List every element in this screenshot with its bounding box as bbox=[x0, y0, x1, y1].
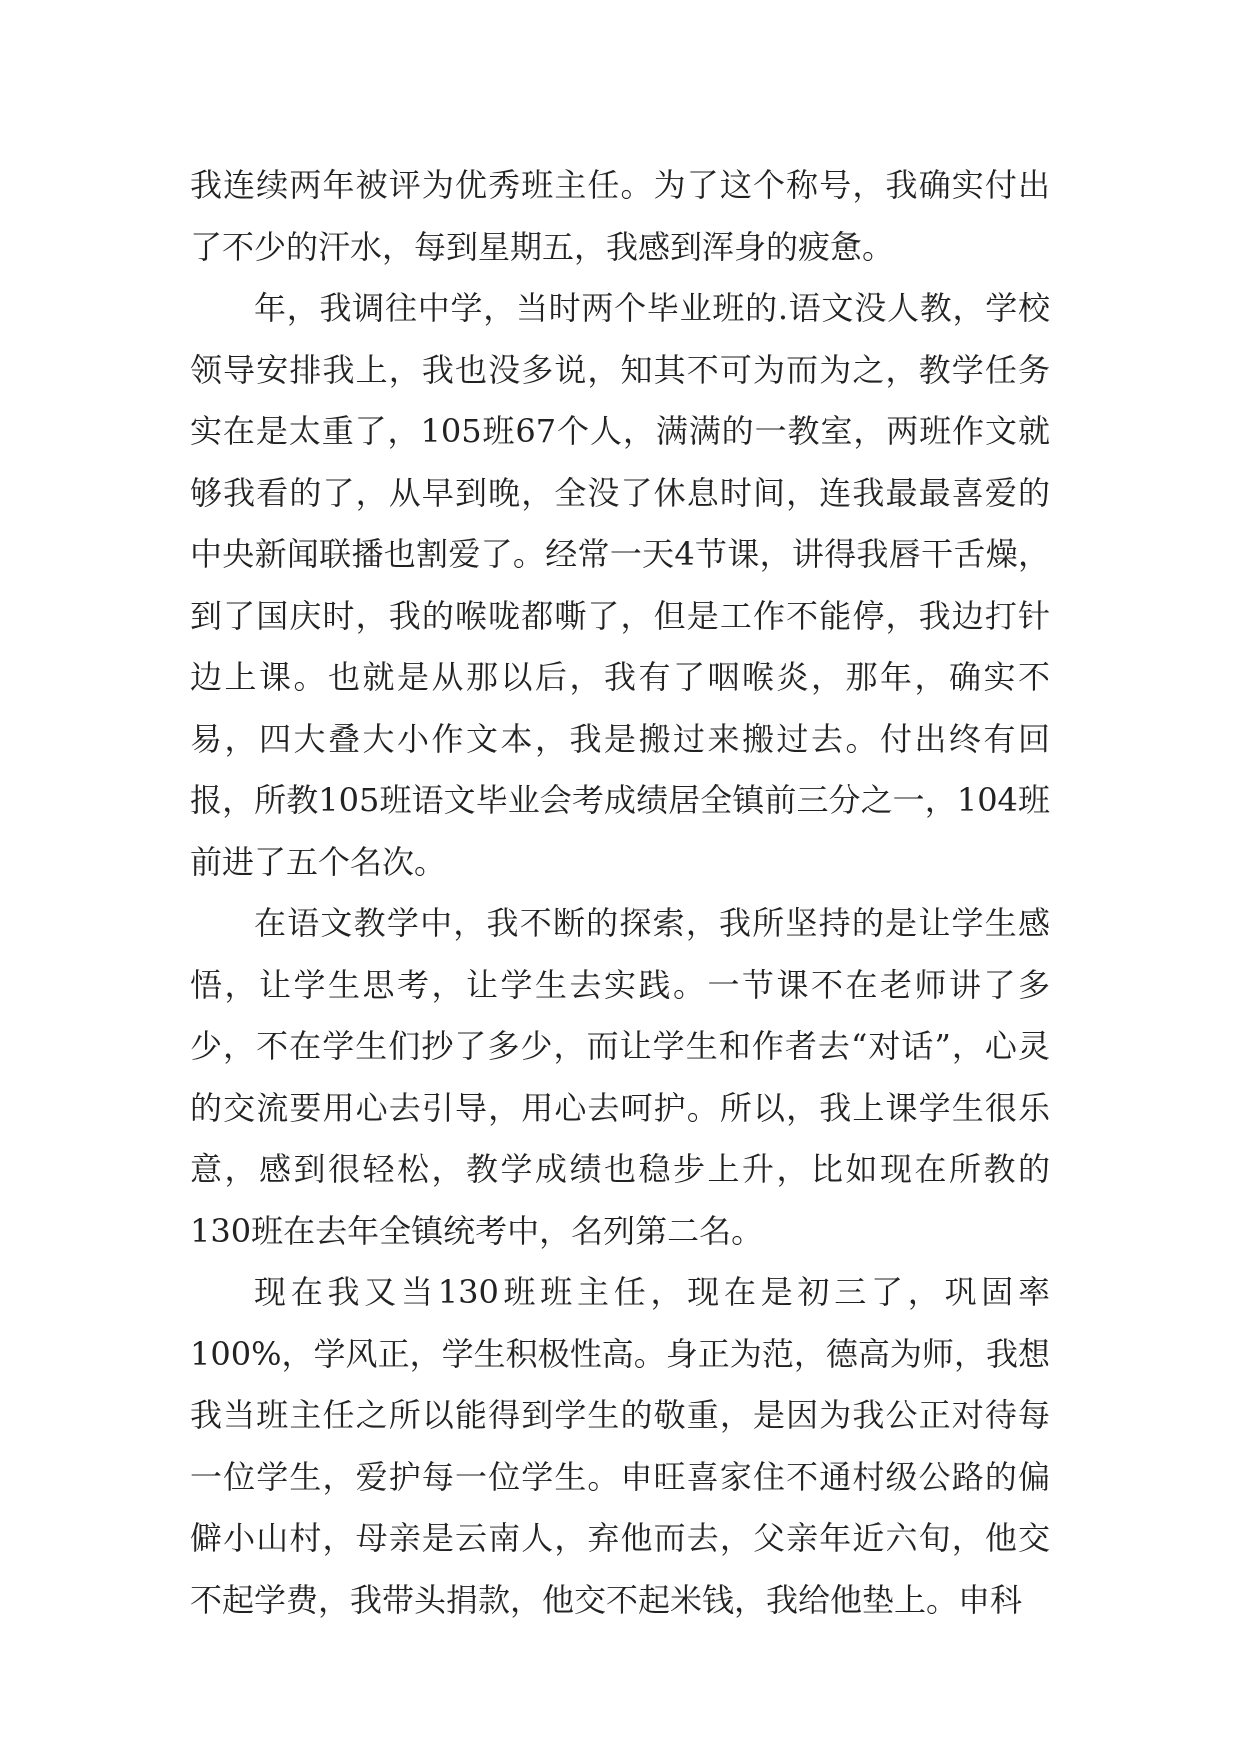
paragraph: 现在我又当130班班主任，现在是初三了，巩固率100%，学风正，学生积极性高。身正为范，德高为师，我想我当班主任之所以能得到学生的敬重，是因为我公正对待每一位学生，爱护每一位学生。申旺喜家住不通村级公路的偏僻小山村，母亲是云南人，弃他而去，父亲年近六旬，他交不起学费，我带头捐款，他交不起米钱，我给他垫上。申科 bbox=[190, 1273, 1050, 1619]
body-text bbox=[190, 155, 1050, 1631]
paragraph-continued: 我连续两年被评为优秀班主任。为了这个称号，我确实付出了不少的汗水，每到星期五，我感到浑身的疲惫。 bbox=[190, 166, 1050, 266]
paragraph: 年，我调往中学，当时两个毕业班的.语文没人教，学校领导安排我上，我也没多说，知其不可为而为之，教学任务实在是太重了，105班67个人，满满的一教室，两班作文就够我看的了，从早到晚，全没了休息时间，连我最最喜爱的中央新闻联播也割爱了。经常一天4节课，讲得我唇干舌燥，到了国庆时，我的喉咙都嘶了，但是工作不能停，我边打针边上课。也就是从那以后，我有了咽喉炎，那年，确实不易，四大叠大小作文本，我是搬过来搬过去。付出终有回报，所教105班语文毕业会考成绩居全镇前三分之一，104班前进了五个名次。 bbox=[190, 289, 1050, 881]
paragraph: 在语文教学中，我不断的探索，我所坚持的是让学生感悟，让学生思考，让学生去实践。一节课不在老师讲了多少，不在学生们抄了多少，而让学生和作者去“对话”，心灵的交流要用心去引导，用心去呵护。所以，我上课学生很乐意，感到很轻松，教学成绩也稳步上升，比如现在所教的130班在去年全镇统考中，名列第二名。 bbox=[190, 904, 1050, 1250]
